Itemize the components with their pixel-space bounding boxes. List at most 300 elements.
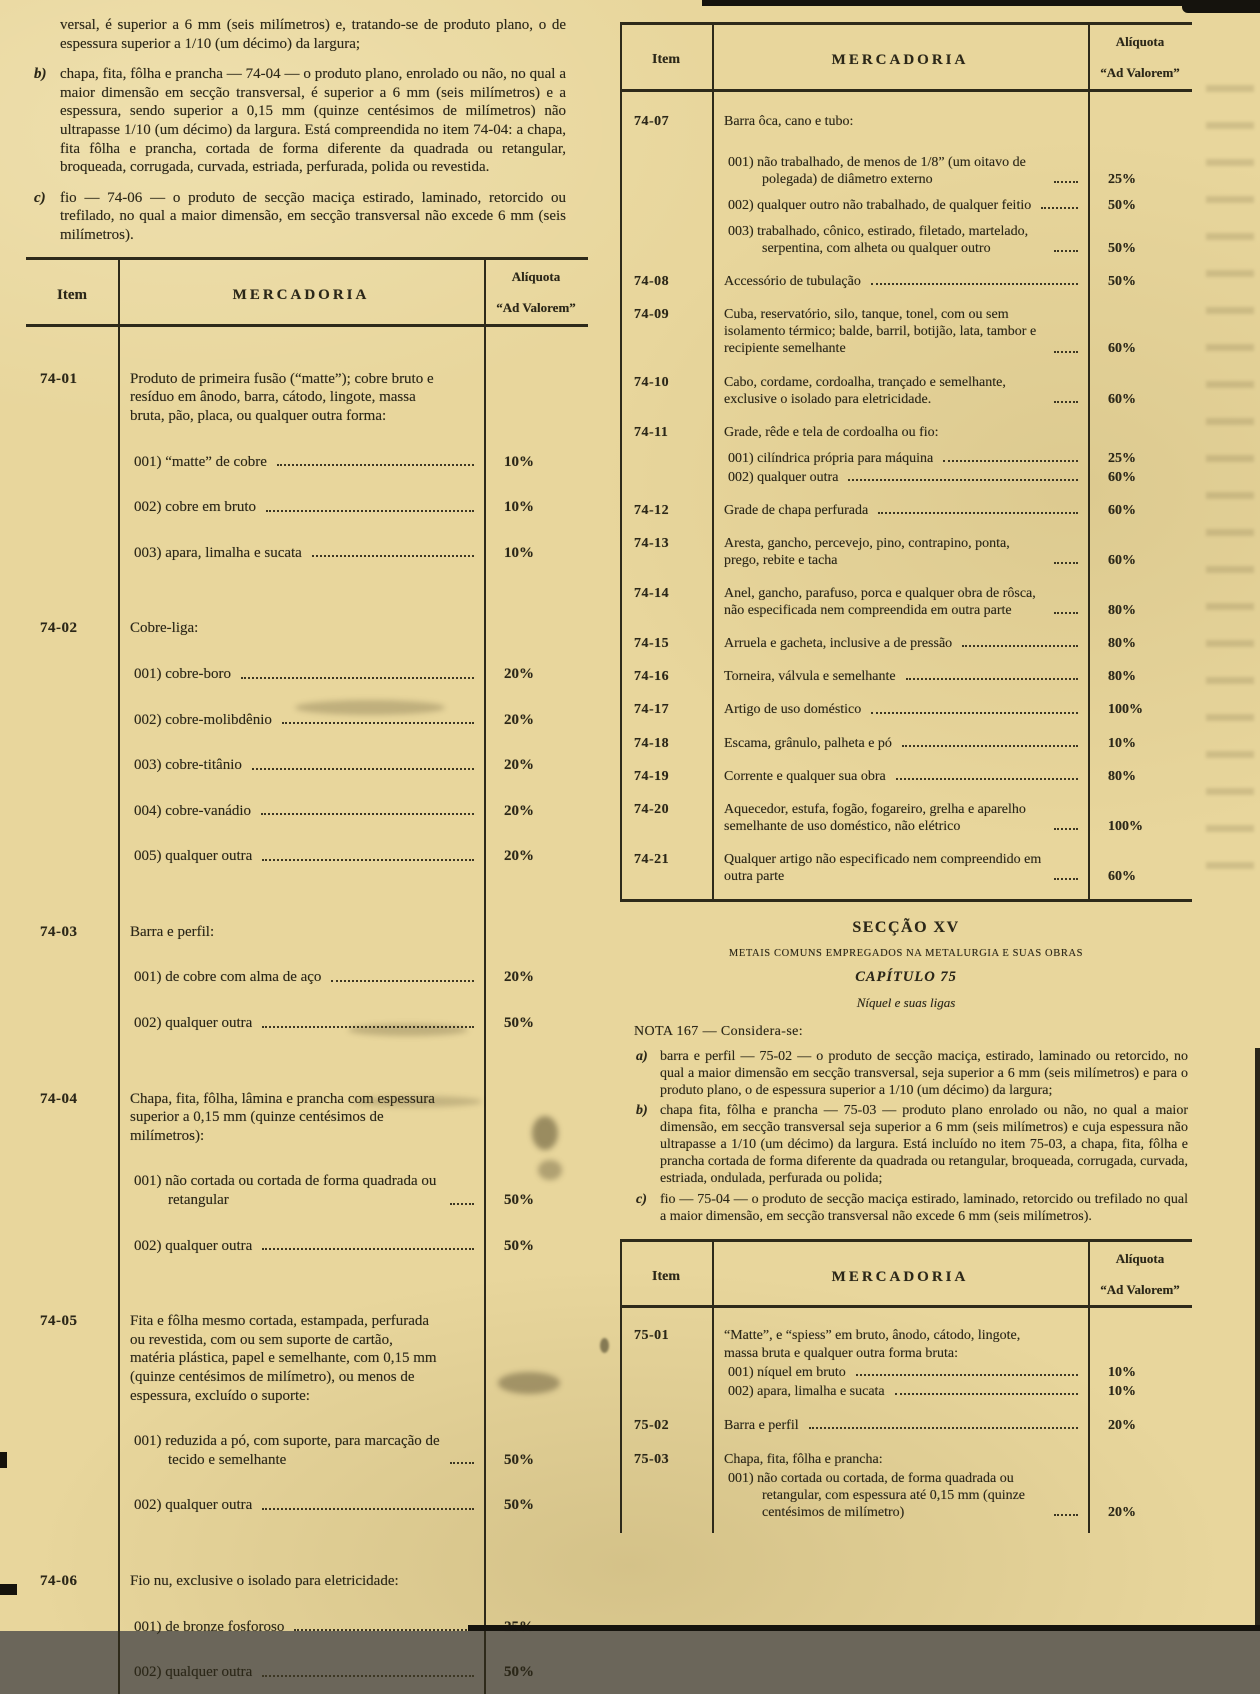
rate-value: 10%	[504, 453, 534, 470]
line-text: Cobre-liga:	[130, 620, 199, 637]
dot-leader	[906, 678, 1078, 680]
row-line	[712, 450, 1192, 467]
item-code: 74-01	[40, 370, 78, 387]
table-body	[26, 327, 588, 1694]
nota-item-b-text: chapa fita, fôlha e prancha — 75-03 — produto plano enrolado ou não, no qual a maior dimensão, em secção transversal seja superior a 6 mm (seis milímetros) e cuja espessura não ultrapasse a 1/10 (um décimo) da largura. Está incluído no item 75-03, a chapa, fita, fôlha e prancha cortada de forma diferente da quadrada ou retangular, broqueada, corrugada, curvada, estriada, ondulada, perfurada ou polida;	[660, 1103, 1188, 1187]
dot-leader	[266, 510, 474, 512]
rate-value: 50%	[504, 1497, 534, 1514]
line-text: 003) cobre-titânio	[134, 757, 242, 774]
line-text: Grade de chapa perfurada	[724, 502, 869, 518]
table-row	[620, 632, 1192, 652]
dot-leader	[241, 677, 474, 679]
line-text: Artigo de uso doméstico	[724, 702, 862, 718]
line-text: Produto de primeira fusão (“matte”); cobre bruto e resíduo em ânodo, barra, cátodo, lingote, massa bruta, pão, placa, ou qualquer outra forma:	[130, 370, 434, 424]
row-lines	[712, 765, 1192, 785]
item-code: 74-02	[40, 620, 78, 637]
nota-item-c-text: fio — 75-04 — o produto de secção maciça estirado, laminado, retorcido ou trefilado no qual a maior dimensão, em secção transversal não excede 6 mm (seis milímetros).	[660, 1191, 1188, 1224]
item-code: 75-02	[634, 1417, 670, 1433]
table-header	[620, 1239, 1192, 1309]
item-code: 74-18	[634, 735, 670, 751]
dot-leader	[1041, 207, 1078, 209]
nota-item-b-label: b)	[636, 1103, 648, 1119]
table-row	[26, 920, 588, 1033]
table-row	[620, 732, 1192, 752]
row-lines	[118, 616, 588, 866]
row-lines	[118, 367, 588, 563]
col-header-mercadoria: MERCADORIA	[831, 52, 969, 68]
table-row	[620, 798, 1192, 835]
item-code: 74-11	[634, 424, 669, 440]
nota-item-c-label: c)	[636, 1191, 647, 1207]
item-code: 74-16	[634, 669, 670, 685]
row-lines	[712, 532, 1192, 569]
row-line	[118, 1237, 588, 1256]
rate-value: 25%	[1108, 171, 1136, 187]
nota-item-a	[634, 1048, 1188, 1099]
row-line	[712, 374, 1192, 408]
table-row	[26, 1309, 588, 1515]
right-column	[620, 12, 1192, 1533]
line-text: Fita e fôlha mesmo cortada, estampada, perfurada ou revestida, com ou sem suporte de cartão, matéria plástica, papel e semelhante, com 0,15 mm (quinze centésimos de milímetro), ou menos de espessura, excluído o suporte:	[130, 1313, 437, 1404]
ink-smudge	[532, 1116, 558, 1150]
rate-value: 50%	[504, 1664, 534, 1681]
column-rule	[620, 1239, 622, 1533]
dot-leader	[1054, 878, 1078, 880]
table-row	[620, 303, 1192, 357]
col-header-aliquota	[1088, 25, 1192, 89]
row-line	[712, 273, 1192, 290]
line-text: Grade, rêde e tela de cordoalha ou fio:	[724, 424, 939, 440]
rate-value: 100%	[1108, 702, 1143, 718]
dot-leader	[294, 1629, 474, 1631]
dot-leader	[282, 722, 474, 724]
scan-artifact	[0, 1584, 17, 1595]
rate-value: 50%	[504, 1015, 534, 1032]
intro-item-c	[34, 189, 566, 245]
aliquota-line1: Alíquota	[511, 268, 561, 284]
intro-item-b-text: chapa, fita, fôlha e prancha — 74-04 — o produto plano, enrolado ou não, no qual a maior dimensão em secção transversal, é superior a 6 mm (seis milímetros) e a espessura, sendo superior a 0,15 mm (quinze centésimos de milímetros) não ultrapasse 1/10 (um décimo) da largura. Está compreendida no item 74-04: a chapa, fita fôlha e prancha, cortada de forma diferente da quadrada ou retangular, broqueada, corrugada, curvada, estriada, perfurada, polida ou revestida.	[60, 66, 566, 176]
row-line	[118, 370, 588, 426]
rate-value: 80%	[1108, 603, 1136, 619]
ink-smudge	[600, 1338, 609, 1353]
table-body	[620, 92, 1192, 902]
row-line	[118, 847, 588, 866]
section-heading	[620, 918, 1192, 1011]
col-header-item: Item	[57, 286, 87, 303]
line-text: 004) cobre-vanádio	[134, 802, 252, 819]
line-text: 001) de cobre com alma de aço	[134, 969, 322, 986]
item-code: 75-03	[634, 1451, 670, 1467]
line-text: 001) reduzida a pó, com suporte, para marcação de tecido e semelhante	[134, 1433, 440, 1468]
dot-leader	[450, 1462, 474, 1464]
rate-value: 50%	[1108, 274, 1136, 290]
row-line	[118, 968, 588, 987]
dot-leader	[252, 768, 474, 770]
dot-leader	[1054, 828, 1078, 830]
scan-artifact	[702, 0, 1260, 6]
row-lines	[712, 848, 1192, 885]
item-code: 74-12	[634, 502, 670, 518]
row-line	[118, 453, 588, 472]
col-header-aliquota	[1088, 1242, 1192, 1306]
row-line	[118, 802, 588, 821]
col-header-mercadoria: MERCADORIA	[232, 286, 370, 303]
rate-value: 20%	[504, 757, 534, 774]
dot-leader	[871, 283, 1078, 285]
rate-value: 20%	[1108, 1505, 1136, 1521]
line-text: Chapa, fita, fôlha, lâmina e prancha com espessura superior a 0,15 mm (quinze centésimos de milímetros):	[130, 1090, 435, 1144]
row-lines	[118, 1087, 588, 1256]
rate-value: 50%	[504, 1192, 534, 1209]
dot-leader	[895, 1393, 1078, 1395]
line-text: Barra e perfil:	[130, 923, 215, 940]
dot-leader	[312, 555, 474, 557]
rate-value: 20%	[1108, 1417, 1136, 1433]
copper-tariff-table-left	[26, 257, 588, 1694]
copper-tariff-table-right	[620, 22, 1192, 902]
row-lines	[712, 303, 1192, 357]
col-header-item: Item	[652, 52, 680, 67]
ink-smudge	[352, 1096, 482, 1107]
col-header-mercadoria: MERCADORIA	[831, 1268, 969, 1285]
row-lines	[712, 270, 1192, 290]
dot-leader	[896, 778, 1078, 780]
table-row	[26, 616, 588, 866]
row-line	[118, 1496, 588, 1515]
item-code: 74-05	[40, 1313, 78, 1330]
row-lines	[712, 582, 1192, 619]
aliquota-line2: “Ad Valorem”	[496, 299, 576, 315]
line-text: Torneira, válvula e semelhante	[724, 669, 896, 685]
item-code: 75-01	[634, 1328, 670, 1344]
line-text: Aresta, gancho, percevejo, pino, contrapino, ponta, prego, rebite e tacha	[724, 535, 1010, 569]
dot-leader	[1054, 250, 1078, 252]
row-line	[118, 619, 588, 638]
column-rule	[1088, 1239, 1090, 1533]
left-column	[26, 16, 588, 1694]
table-row	[620, 582, 1192, 619]
dot-leader	[262, 1675, 474, 1677]
row-line	[118, 923, 588, 942]
column-rule	[620, 22, 622, 902]
line-text: Escama, grânulo, palheta e pó	[724, 735, 892, 751]
rate-value: 10%	[504, 499, 534, 516]
row-lines	[712, 665, 1192, 685]
row-line	[712, 585, 1192, 619]
table-row	[620, 1414, 1192, 1434]
line-text: 002) qualquer outra	[134, 1664, 253, 1681]
col-header-item: Item	[652, 1268, 680, 1284]
row-line	[118, 544, 588, 563]
dot-leader	[262, 859, 474, 861]
table-row	[620, 665, 1192, 685]
column-rule	[712, 22, 714, 902]
dot-leader	[943, 460, 1078, 462]
line-text: 002) qualquer outra	[134, 1015, 253, 1032]
table-header	[620, 22, 1192, 92]
nota-item-a-text: barra e perfil — 75-02 — o produto de secção maciça, estirado, laminado ou retorcido, no qual a maior dimensão em secção transversal, seja superior a 6 mm (seis milímetros) e para o produto plano, o de espessura superior a 1/10 (um décimo) da largura;	[660, 1048, 1188, 1099]
rate-value: 20%	[504, 969, 534, 986]
table-row	[620, 499, 1192, 519]
row-lines	[712, 732, 1192, 752]
row-line	[712, 635, 1192, 652]
intro-item-b	[34, 65, 566, 177]
rate-value: 60%	[1108, 341, 1136, 357]
line-text: 001) “matte” de cobre	[134, 453, 267, 470]
row-line	[118, 1663, 588, 1682]
row-line	[712, 113, 1192, 130]
dot-leader	[1054, 401, 1078, 403]
item-code: 74-06	[40, 1572, 78, 1589]
table-row	[620, 848, 1192, 885]
rate-value: 80%	[1108, 636, 1136, 652]
line-text: Chapa, fita, fôlha e prancha:	[724, 1451, 883, 1467]
row-line	[712, 197, 1192, 214]
row-line	[118, 498, 588, 517]
dot-leader	[261, 813, 474, 815]
item-code: 74-21	[634, 851, 670, 867]
rate-value: 20%	[504, 802, 534, 819]
rate-value: 100%	[1108, 818, 1143, 834]
row-lines	[712, 698, 1192, 718]
dot-leader	[871, 712, 1078, 714]
row-line	[118, 1090, 588, 1146]
row-line	[712, 1364, 1192, 1381]
row-line	[712, 668, 1192, 685]
intro-item-c-label: c)	[34, 189, 46, 206]
line-text: 001) de bronze fosforoso	[134, 1618, 285, 1635]
rate-value: 50%	[504, 1237, 534, 1254]
line-text: 002) qualquer outra	[134, 1237, 253, 1254]
dot-leader	[1054, 351, 1078, 353]
scan-artifact	[1182, 0, 1260, 13]
intro-item-c-text: fio — 74-06 — o produto de secção maciça estirado, laminado, retorcido ou trefilado, no qual a maior dimensão, em secção transversal não excede 6 mm (seis milímetros).	[60, 189, 566, 243]
dot-leader	[878, 512, 1078, 514]
item-code: 74-07	[634, 113, 670, 129]
line-text: Aquecedor, estufa, fogão, fogareiro, grelha e aparelho semelhante de uso doméstico, não elétrico	[724, 801, 1026, 834]
line-text: 002) qualquer outra	[728, 469, 839, 485]
row-line	[712, 424, 1192, 441]
dot-leader	[277, 464, 474, 466]
dot-leader	[848, 479, 1078, 481]
row-lines	[712, 632, 1192, 652]
row-line	[712, 306, 1192, 357]
rate-value: 20%	[504, 848, 534, 865]
line-text: 001) não cortada ou cortada de forma quadrada ou retangular	[134, 1173, 437, 1209]
bleed-through-ghost	[1206, 55, 1254, 895]
dot-leader	[262, 1248, 474, 1250]
table-row	[620, 532, 1192, 569]
rate-value: 10%	[1108, 1383, 1136, 1399]
section-chapter-subtitle: Níquel e suas ligas	[856, 994, 956, 1010]
ink-smudge	[538, 1160, 562, 1180]
row-line	[712, 535, 1192, 569]
ink-smudge	[498, 1372, 560, 1394]
dot-leader	[331, 980, 474, 982]
column-rule	[712, 1239, 714, 1533]
line-text: 002) cobre em bruto	[134, 499, 257, 516]
rate-value: 60%	[1108, 868, 1136, 884]
row-line	[712, 1470, 1192, 1521]
aliquota-line2: “Ad Valorem”	[1100, 64, 1180, 80]
rate-value: 20%	[504, 711, 534, 728]
ink-smudge	[348, 1024, 468, 1036]
line-text: Anel, gancho, parafuso, porca e qualquer obra de rôsca, não especificada nem compreendida em outra parte	[724, 586, 1036, 619]
row-line	[712, 154, 1192, 188]
row-lines	[118, 920, 588, 1033]
line-text: 003) trabalhado, cônico, estirado, filetado, martelado, serpentina, com alheta ou qualquer outro	[728, 224, 1029, 257]
table-row	[620, 371, 1192, 408]
dot-leader	[902, 745, 1078, 747]
row-line	[712, 801, 1192, 835]
line-text: 001) não cortada ou cortada, de forma quadrada ou retangular, com espessura até 0,15 mm (quinze centésimos de milímetro)	[728, 1470, 1026, 1521]
dot-leader	[262, 1508, 474, 1510]
row-lines	[712, 1324, 1192, 1399]
line-text: “Matte”, e “spiess” em bruto, ânodo, cátodo, lingote, massa bruta e qualquer outra forma bruta:	[724, 1328, 1021, 1361]
line-text: Fio nu, exclusive o isolado para eletricidade:	[130, 1572, 399, 1589]
nota-item-a-label: a)	[636, 1048, 648, 1064]
table-row	[26, 367, 588, 563]
rate-value: 50%	[504, 1451, 534, 1468]
row-lines	[712, 499, 1192, 519]
row-line	[712, 851, 1192, 885]
item-code: 74-03	[40, 923, 78, 940]
row-line	[712, 1383, 1192, 1400]
line-text: 002) apara, limalha e sucata	[728, 1383, 885, 1399]
table-row	[620, 270, 1192, 290]
column-rule	[1088, 22, 1090, 902]
item-code: 74-14	[634, 586, 670, 602]
row-lines	[712, 1448, 1192, 1521]
line-text: 001) cilíndrica própria para máquina	[728, 450, 934, 466]
dot-leader	[1054, 562, 1078, 564]
line-text: Qualquer artigo não especificado nem compreendido em outra parte	[724, 851, 1042, 884]
ink-smudge	[295, 700, 445, 715]
row-line	[712, 1327, 1192, 1361]
table-header	[26, 257, 588, 327]
item-code: 74-10	[634, 374, 670, 390]
intro-notes	[26, 16, 566, 245]
line-text: 001) não trabalhado, de menos de 1/8” (um oitavo de polegada) de diâmetro externo	[728, 154, 1026, 187]
line-text: Arruela e gacheta, inclusive a de pressão	[724, 636, 953, 652]
rate-value: 80%	[1108, 768, 1136, 784]
nickel-tariff-table	[620, 1239, 1192, 1533]
rate-value: 50%	[1108, 197, 1136, 213]
rate-value: 60%	[1108, 502, 1136, 518]
item-code: 74-20	[634, 801, 670, 817]
table-row	[620, 110, 1192, 257]
item-code: 74-13	[634, 535, 670, 551]
dot-leader	[1054, 612, 1078, 614]
row-line	[712, 223, 1192, 257]
row-line	[118, 756, 588, 775]
row-lines	[712, 110, 1192, 257]
line-text: Accessório de tubulação	[724, 274, 861, 290]
row-line	[712, 502, 1192, 519]
line-text: Cabo, cordame, cordoalha, trançado e semelhante, exclusive o isolado para eletricidade.	[724, 374, 1006, 407]
rate-value: 20%	[504, 665, 534, 682]
row-line	[118, 1172, 588, 1209]
dot-leader	[856, 1374, 1078, 1376]
table-row	[620, 1324, 1192, 1399]
row-lines	[712, 421, 1192, 486]
row-line	[118, 1432, 588, 1469]
row-line	[712, 735, 1192, 752]
row-line	[712, 701, 1192, 718]
item-code: 74-15	[634, 636, 670, 652]
row-line	[118, 1572, 588, 1591]
rate-value: 25%	[1108, 450, 1136, 466]
rate-value: 60%	[1108, 469, 1136, 485]
line-text: 001) níquel em bruto	[728, 1364, 846, 1380]
rate-value: 10%	[1108, 1364, 1136, 1380]
rate-value: 50%	[1108, 241, 1136, 257]
item-code: 74-17	[634, 702, 670, 718]
section-title: SECÇÃO XV	[852, 918, 960, 936]
item-code: 74-19	[634, 768, 670, 784]
nota-item-c	[634, 1191, 1188, 1225]
row-lines	[712, 1414, 1192, 1434]
dot-leader	[450, 1203, 474, 1205]
line-text: 002) cobre-molibdênio	[134, 711, 272, 728]
table-row	[620, 765, 1192, 785]
row-line	[118, 665, 588, 684]
table-body	[620, 1308, 1192, 1533]
nota-intro: NOTA 167 — Considera-se:	[634, 1023, 804, 1039]
scan-artifact	[0, 1452, 7, 1468]
column-rule	[118, 257, 120, 1694]
column-rule	[484, 257, 486, 1694]
scan-artifact	[468, 1625, 1260, 1631]
row-line	[712, 1451, 1192, 1468]
line-text: Cuba, reservatório, silo, tanque, tonel, com ou sem isolamento térmico; balde, barril, botijão, lata, tambor e recipiente semelhante	[724, 307, 1037, 357]
section-chapter: CAPÍTULO 75	[855, 969, 957, 986]
dot-leader	[1054, 181, 1078, 183]
dot-leader	[1054, 1514, 1078, 1516]
scan-artifact	[1255, 1048, 1260, 1631]
line-text: 002) qualquer outra	[134, 1497, 253, 1514]
nota-item-b	[634, 1102, 1188, 1187]
nota-167	[620, 1023, 1192, 1225]
line-text: Barra ôca, cano e tubo:	[724, 113, 854, 129]
aliquota-line1: Alíquota	[1115, 1250, 1165, 1266]
aliquota-line1: Alíquota	[1115, 34, 1165, 49]
item-code: 74-04	[40, 1090, 78, 1107]
row-line	[712, 1417, 1192, 1434]
table-row	[620, 698, 1192, 718]
line-text: Corrente e qualquer sua obra	[724, 768, 886, 784]
rate-value: 60%	[1108, 391, 1136, 407]
dot-leader	[809, 1427, 1078, 1429]
line-text: 001) cobre-boro	[134, 665, 232, 682]
intro-item-b-label: b)	[34, 66, 47, 83]
row-lines	[118, 1309, 588, 1515]
dot-leader	[962, 645, 1078, 647]
line-text: Barra e perfil	[724, 1417, 799, 1433]
table-row	[26, 1087, 588, 1256]
aliquota-line2: “Ad Valorem”	[1100, 1281, 1180, 1297]
line-text: 003) apara, limalha e sucata	[134, 544, 302, 561]
row-lines	[712, 798, 1192, 835]
item-code: 74-08	[634, 274, 670, 290]
row-line	[712, 768, 1192, 785]
section-subtitle: METAIS COMUNS EMPREGADOS NA METALURGIA E SUAS OBRAS	[728, 947, 1084, 959]
row-lines	[712, 371, 1192, 408]
row-line	[712, 469, 1192, 486]
rate-value: 60%	[1108, 553, 1136, 569]
item-code: 74-09	[634, 307, 670, 323]
col-header-aliquota	[484, 260, 588, 324]
